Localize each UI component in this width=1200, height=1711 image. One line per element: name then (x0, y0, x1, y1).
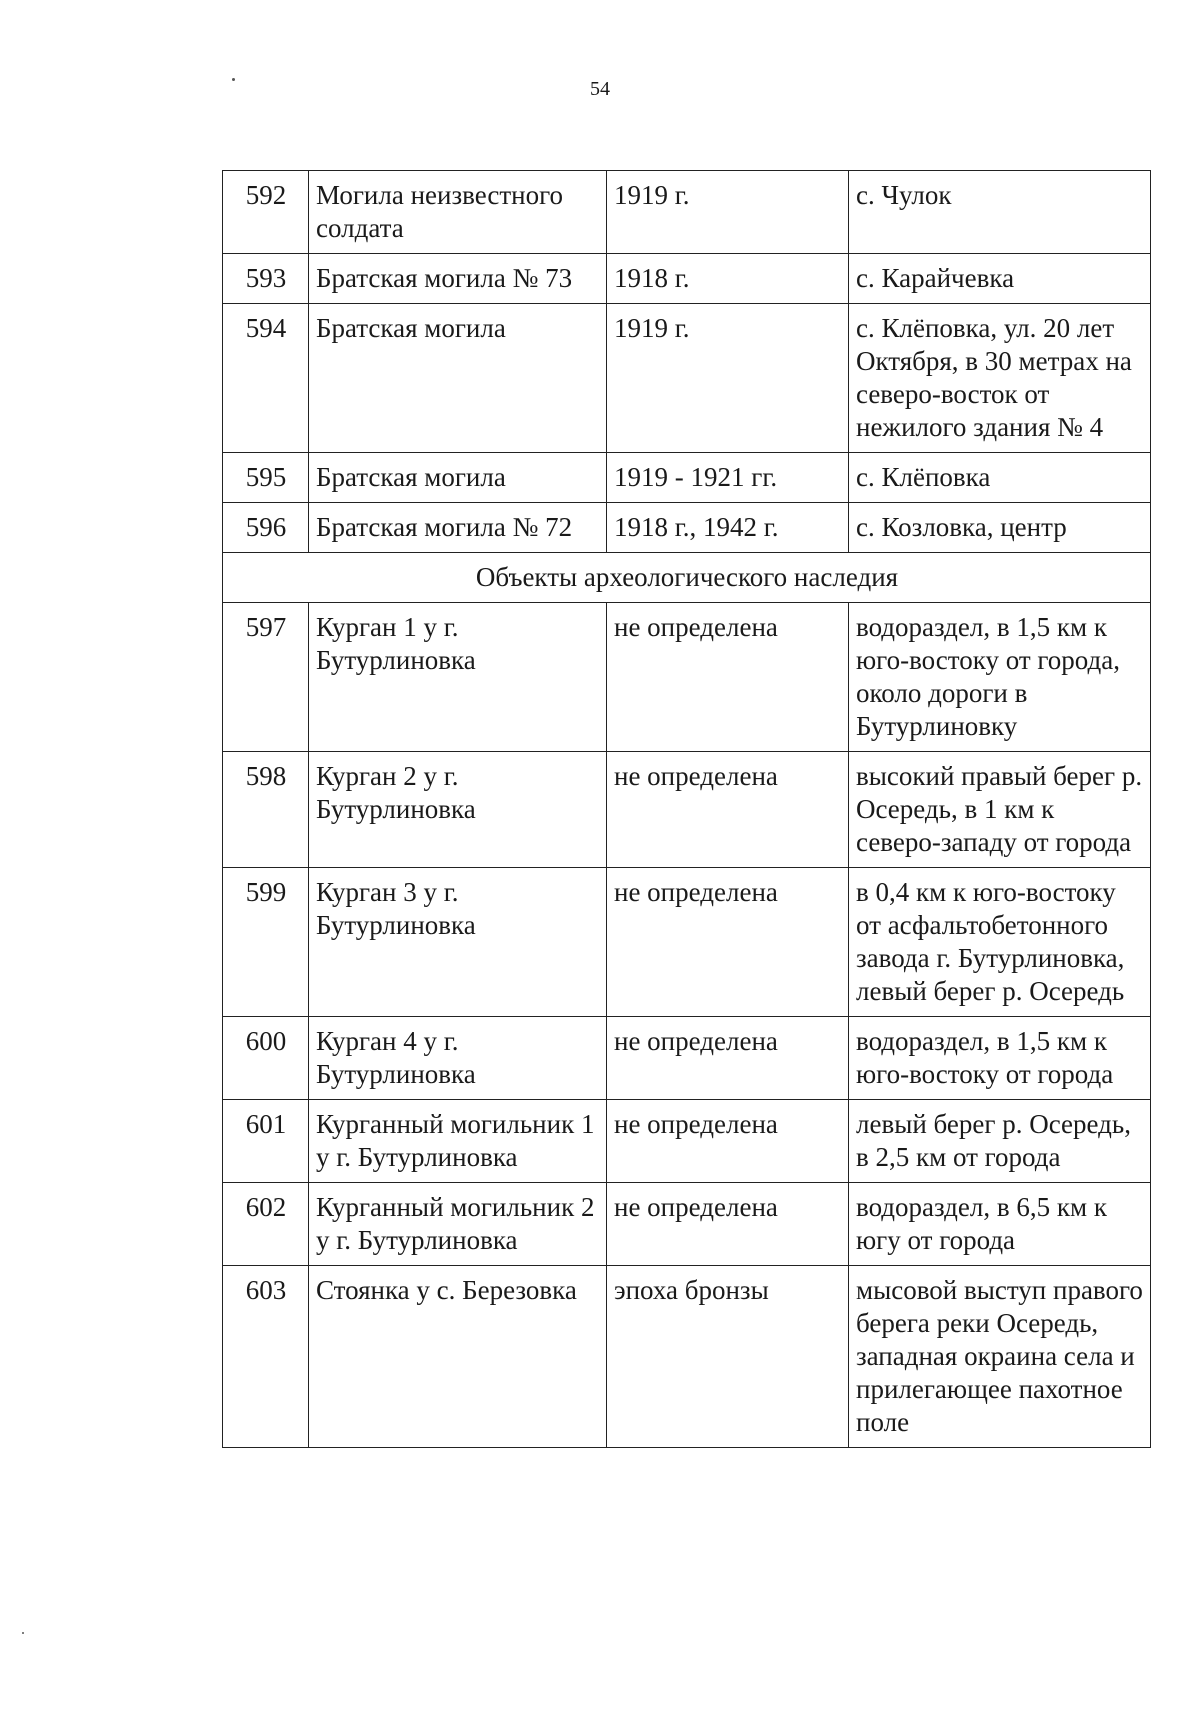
object-name: Курган 1 у г. Бутурлиновка (309, 603, 607, 752)
object-date: 1919 г. (607, 304, 849, 453)
object-name: Курган 3 у г. Бутурлиновка (309, 868, 607, 1017)
row-number: 597 (223, 603, 309, 752)
table-row (223, 1266, 1151, 1448)
scan-speck (232, 78, 235, 81)
row-number: 601 (223, 1100, 309, 1183)
heritage-registry-table (222, 170, 1151, 1448)
table-row (223, 453, 1151, 503)
object-name: Курганный могильник 2 у г. Бутурлиновка (309, 1183, 607, 1266)
object-name: Стоянка у с. Березовка (309, 1266, 607, 1448)
object-date: не определена (607, 1183, 849, 1266)
object-location: в 0,4 км к юго-востоку от асфальтобетонного завода г. Бутурлиновка, левый берег р. Осередь (849, 868, 1151, 1017)
section-heading-row (223, 553, 1151, 603)
object-name: Курган 2 у г. Бутурлиновка (309, 752, 607, 868)
row-number: 596 (223, 503, 309, 553)
object-name: Братская могила № 73 (309, 254, 607, 304)
table-row (223, 171, 1151, 254)
row-number: 600 (223, 1017, 309, 1100)
row-number: 592 (223, 171, 309, 254)
object-name: Курганный могильник 1 у г. Бутурлиновка (309, 1100, 607, 1183)
object-name: Курган 4 у г. Бутурлиновка (309, 1017, 607, 1100)
object-location: мысовой выступ правого берега реки Осередь, западная окраина села и прилегающее пахотное поле (849, 1266, 1151, 1448)
object-date: эпоха бронзы (607, 1266, 849, 1448)
page-number: 54 (590, 78, 610, 100)
object-location: высокий правый берег р. Осередь, в 1 км к северо-западу от города (849, 752, 1151, 868)
table-row (223, 603, 1151, 752)
object-location: водораздел, в 1,5 км к юго-востоку от города (849, 1017, 1151, 1100)
section-heading: Объекты археологического наследия (223, 553, 1151, 603)
object-location: с. Карайчевка (849, 254, 1151, 304)
object-name: Братская могила (309, 304, 607, 453)
table-row (223, 254, 1151, 304)
object-date: не определена (607, 752, 849, 868)
object-location: с. Козловка, центр (849, 503, 1151, 553)
object-date: 1918 г., 1942 г. (607, 503, 849, 553)
row-number: 595 (223, 453, 309, 503)
object-name: Братская могила (309, 453, 607, 503)
table-row (223, 503, 1151, 553)
object-location: водораздел, в 1,5 км к юго-востоку от города, около дороги в Бутурлиновку (849, 603, 1151, 752)
table-row (223, 1100, 1151, 1183)
object-date: не определена (607, 868, 849, 1017)
object-date: не определена (607, 1017, 849, 1100)
table-row (223, 1017, 1151, 1100)
object-date: 1919 г. (607, 171, 849, 254)
scan-speck (22, 1632, 24, 1634)
row-number: 594 (223, 304, 309, 453)
object-date: не определена (607, 603, 849, 752)
object-date: 1919 - 1921 гг. (607, 453, 849, 503)
object-location: с. Чулок (849, 171, 1151, 254)
object-date: 1918 г. (607, 254, 849, 304)
object-name: Могила неизвестного солдата (309, 171, 607, 254)
object-date: не определена (607, 1100, 849, 1183)
object-location: левый берег р. Осередь, в 2,5 км от города (849, 1100, 1151, 1183)
table-row (223, 752, 1151, 868)
object-location: с. Клёповка (849, 453, 1151, 503)
object-location: с. Клёповка, ул. 20 лет Октября, в 30 метрах на северо-восток от нежилого здания № 4 (849, 304, 1151, 453)
object-location: водораздел, в 6,5 км к югу от города (849, 1183, 1151, 1266)
table-row (223, 868, 1151, 1017)
row-number: 603 (223, 1266, 309, 1448)
row-number: 599 (223, 868, 309, 1017)
object-name: Братская могила № 72 (309, 503, 607, 553)
row-number: 593 (223, 254, 309, 304)
table-row (223, 304, 1151, 453)
row-number: 598 (223, 752, 309, 868)
row-number: 602 (223, 1183, 309, 1266)
table-row (223, 1183, 1151, 1266)
